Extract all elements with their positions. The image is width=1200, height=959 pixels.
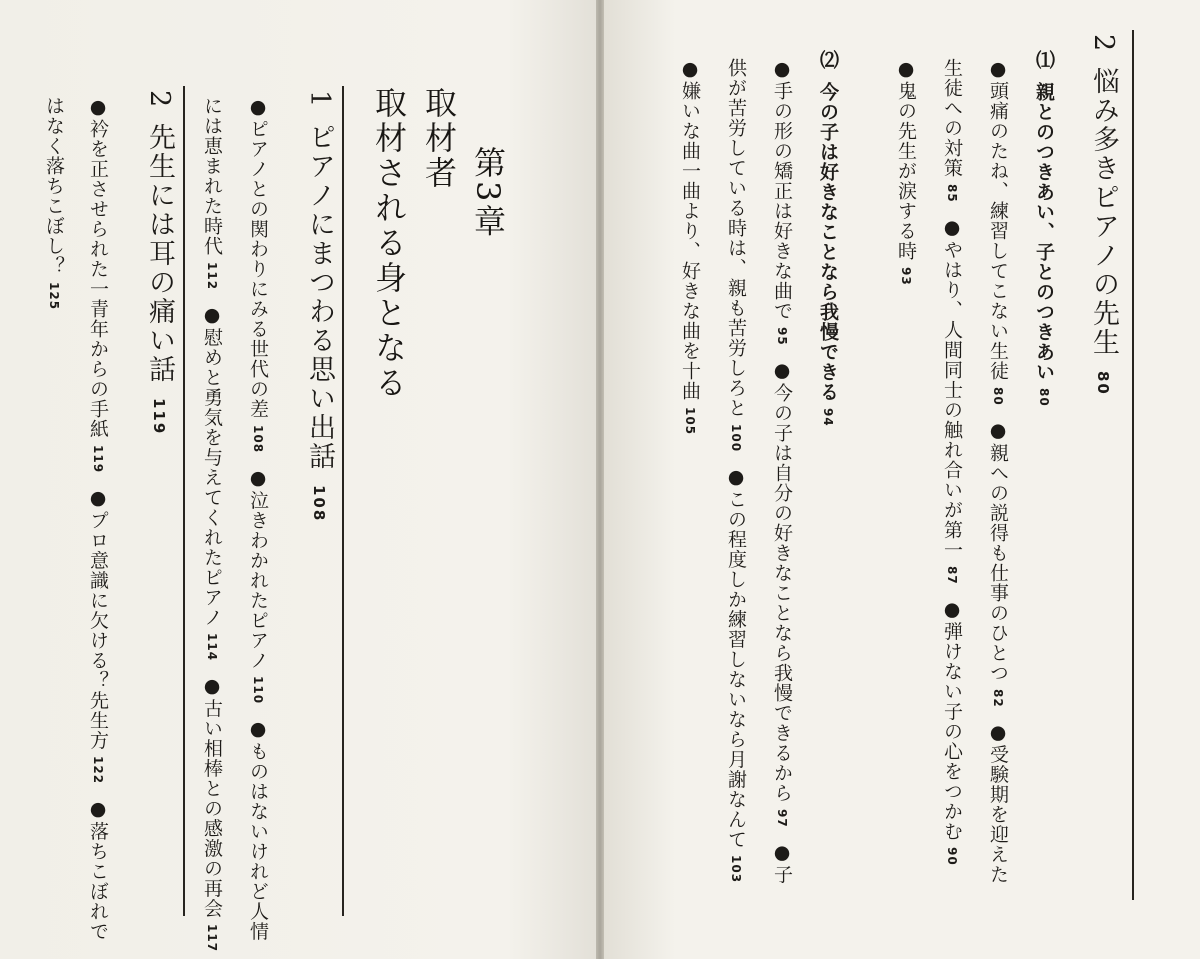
- toc-item: はなく落ちこぼし？: [43, 96, 65, 276]
- right-page: [604, 0, 1200, 959]
- toc-item-page: 119: [91, 445, 105, 474]
- toc-item-page: 82: [991, 688, 1005, 708]
- section2-page: 119: [150, 398, 168, 436]
- toc-item-page: 122: [91, 756, 105, 785]
- chapter-title: 取材者: [420, 86, 458, 191]
- toc-item-page: 97: [775, 808, 789, 828]
- section2-heading: [146, 90, 173, 436]
- toc-item-page: 90: [945, 847, 959, 867]
- show-through-text: [10, 40, 32, 920]
- sub2-items-col2: [726, 58, 745, 883]
- right-section2-label: 2: [1088, 34, 1119, 54]
- section-rule-2: [183, 86, 185, 916]
- toc-item: ●泣きわかれたピアノ: [247, 467, 269, 671]
- toc-item-page: 105: [683, 407, 697, 436]
- toc-item-page: 80: [991, 387, 1005, 406]
- section1-items-col1: [248, 96, 267, 941]
- toc-item: ●今の子は自分の好きなことなら我慢できるから: [771, 359, 793, 803]
- sub1-items-col2: [942, 58, 961, 866]
- toc-item: ●鬼の先生が涙する時: [895, 58, 917, 261]
- toc-item: ●衿を正させられた一青年からの手紙: [87, 96, 109, 439]
- sub1-items-col1: [988, 58, 1007, 884]
- section1-page: 108: [310, 485, 328, 523]
- toc-item-page: 87: [945, 565, 959, 585]
- sub1-items-col3: [896, 58, 915, 286]
- toc-item: ●手の形の矯正は好きな曲で: [771, 58, 793, 321]
- sub2-title: 今の子は好きなことなら我慢できる: [817, 82, 839, 402]
- sub1-heading: [1034, 50, 1053, 407]
- section1-label: 1: [304, 90, 335, 110]
- toc-item-page: 110: [251, 676, 265, 705]
- sub1-title: 親とのつきあい、子とのつきあい: [1033, 82, 1055, 382]
- toc-item-page: 114: [205, 633, 219, 662]
- right-section2-title: 悩み多きピアノの先生: [1088, 67, 1119, 358]
- toc-item: には恵まれた時代: [201, 96, 223, 256]
- toc-item: ●受験期を迎えた: [987, 721, 1009, 885]
- section2-label: 2: [144, 90, 175, 110]
- section1-items-col2: [202, 96, 221, 952]
- toc-item: 生徒への対策: [941, 58, 963, 178]
- toc-item: 供が苦労している時は、親も苦労しろと: [725, 58, 747, 418]
- toc-item: ●プロ意識に欠ける？先生方: [87, 487, 109, 751]
- chapter-label: 第3章: [469, 146, 507, 240]
- toc-item-page: 100: [729, 424, 743, 453]
- right-section2-heading: [1090, 34, 1117, 396]
- section-rule-right: [1132, 30, 1134, 900]
- sub2-label: ⑵: [817, 50, 839, 70]
- section1-heading: [306, 90, 333, 523]
- toc-item: ●親への説得も仕事のひとつ: [987, 419, 1009, 683]
- toc-item: ●ピアノとの関わりにみる世代の差: [247, 96, 269, 419]
- section2-items-col2: [44, 96, 63, 310]
- toc-item-page: 117: [205, 924, 219, 953]
- sub2-items-col3: [680, 58, 699, 435]
- left-page: [0, 0, 596, 959]
- toc-item-page: 93: [899, 267, 913, 286]
- toc-item: ●慰めと勇気を与えてくれたピアノ: [201, 304, 223, 628]
- sub2-page: 94: [821, 408, 835, 427]
- sub1-page: 80: [1037, 388, 1051, 407]
- section2-items-col1: [88, 96, 107, 941]
- toc-item-page: 112: [205, 262, 219, 291]
- chapter-subtitle: 取材される身となる: [370, 86, 408, 401]
- sub1-label: ⑴: [1033, 50, 1055, 70]
- toc-item: ●落ちこぼれで: [87, 798, 109, 942]
- toc-item: ●子: [771, 841, 793, 885]
- toc-item-page: 95: [775, 327, 789, 346]
- right-section2-page: 80: [1094, 371, 1112, 397]
- toc-item: ●嫌いな曲一曲より、好きな曲を十曲: [679, 58, 701, 401]
- sub2-heading: [818, 50, 837, 427]
- section2-title: 先生には耳の痛い話: [144, 123, 175, 385]
- toc-item-page: 85: [945, 184, 959, 203]
- toc-item: ●頭痛のたね、練習してこない生徒: [987, 58, 1009, 381]
- toc-item-page: 103: [729, 855, 743, 884]
- section1-title: ピアノにまつわる思い出話: [304, 123, 335, 472]
- toc-item: ●この程度しか練習しないなら月謝なんて: [725, 466, 747, 850]
- toc-item-page: 108: [251, 425, 265, 454]
- toc-item-page: 125: [47, 282, 61, 311]
- sub2-items-col1: [772, 58, 791, 884]
- toc-item: ●やはり、人間同士の触れ合いが第一: [941, 216, 963, 560]
- toc-item: ●弾けない子の心をつかむ: [941, 598, 963, 842]
- book-gutter: [596, 0, 604, 959]
- toc-item: ●古い相棒との感激の再会: [201, 675, 223, 919]
- section-rule-1: [342, 86, 344, 916]
- toc-item: ●ものはないけれど人情: [247, 718, 269, 942]
